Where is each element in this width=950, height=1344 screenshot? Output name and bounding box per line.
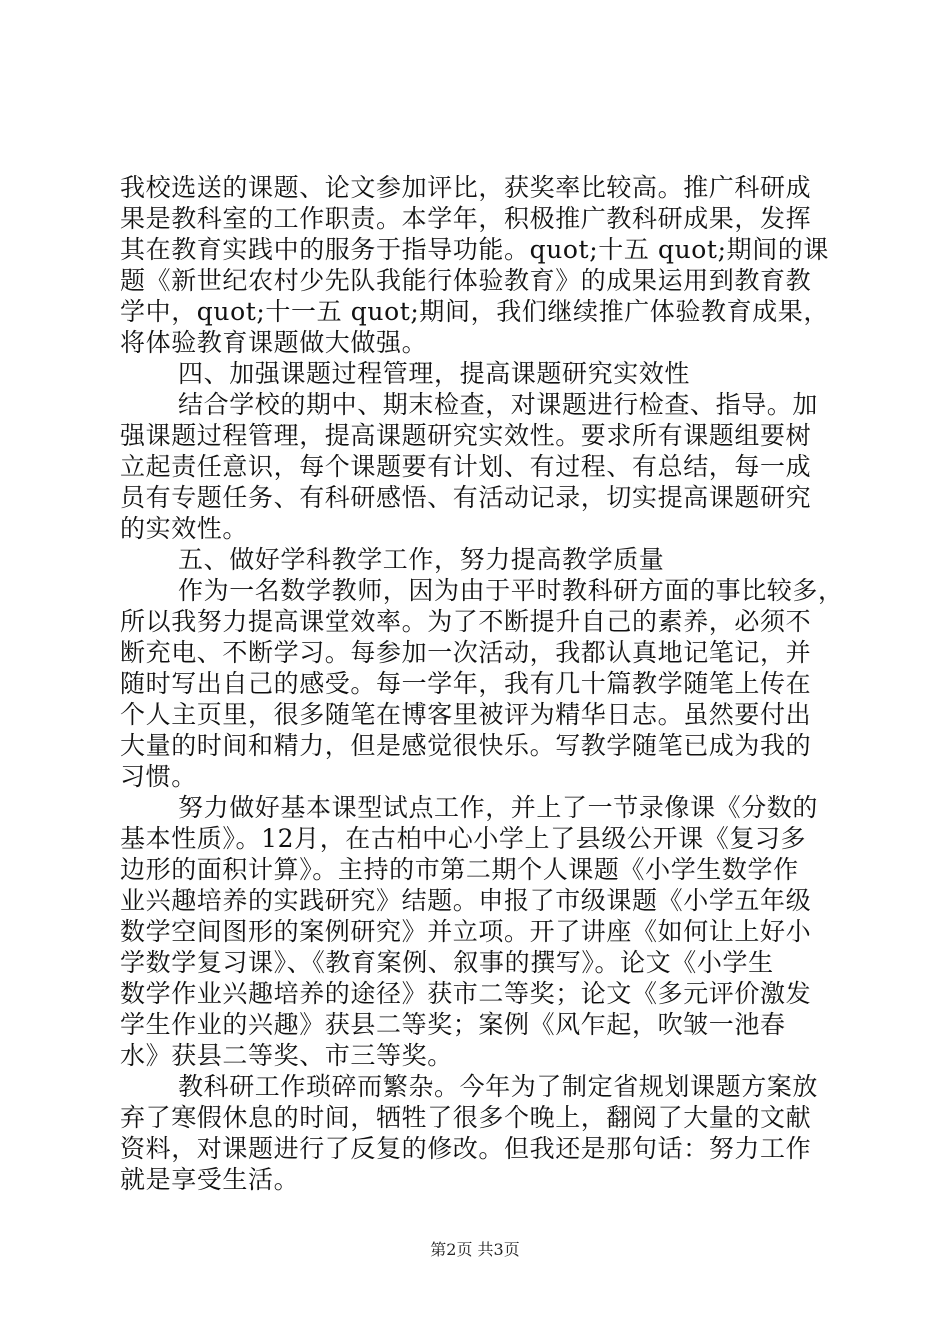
text-line: 边形的面积计算》。主持的市第二期个人课题《小学生数学作 xyxy=(120,855,799,884)
text-line: 其在教育实践中的服务于指导功能。quot;十五 quot;期间的课 xyxy=(120,235,829,264)
text-line: 随时写出自己的感受。每一学年，我有几十篇教学随笔上传在 xyxy=(120,669,812,698)
text-line: 题《新世纪农村少先队我能行体验教育》的成果运用到教育教 xyxy=(120,266,812,295)
text-line: 个人主页里，很多随笔在博客里被评为精华日志。虽然要付出 xyxy=(120,700,812,729)
page-footer: 第2页 共3页 xyxy=(430,1240,520,1259)
text-line: 员有专题任务、有科研感悟、有活动记录，切实提高课题研究 xyxy=(120,483,812,512)
text-line: 资料，对课题进行了反复的修改。但我还是那句话：努力工作 xyxy=(120,1134,812,1163)
document-body xyxy=(120,172,844,1195)
text-line: 果是教科室的工作职责。本学年，积极推广教科研成果，发挥 xyxy=(120,204,812,233)
text-line: 数学空间图形的案例研究》并立项。开了讲座《如何让上好小 xyxy=(120,917,812,946)
text-line: 教科研工作琐碎而繁杂。今年为了制定省规划课题方案放 xyxy=(178,1072,819,1101)
text-line: 大量的时间和精力，但是感觉很快乐。写教学随笔已成为我的 xyxy=(120,731,812,760)
text-line: 习惯。 xyxy=(120,762,197,791)
text-line: 数学作业兴趣培养的途径》获市二等奖；论文《多元评价激发 xyxy=(120,979,812,1008)
text-line: 强课题过程管理，提高课题研究实效性。要求所有课题组要树 xyxy=(120,421,812,450)
text-line: 将体验教育课题做大做强。 xyxy=(120,328,428,357)
text-line: 水》获县二等奖、市三等奖。 xyxy=(120,1041,453,1070)
text-line: 四、加强课题过程管理，提高课题研究实效性 xyxy=(178,359,691,388)
text-line: 立起责任意识，每个课题要有计划、有过程、有总结，每一成 xyxy=(120,452,812,481)
text-line: 学数学复习课》、《教育案例、叙事的撰写》。论文《小学生 xyxy=(120,948,774,977)
text-line: 就是享受生活。 xyxy=(120,1165,300,1194)
text-line: 五、做好学科教学工作，努力提高教学质量 xyxy=(178,545,665,574)
text-line: 弃了寒假休息的时间，牺牲了很多个晚上，翻阅了大量的文献 xyxy=(120,1103,812,1132)
text-line: 我校选送的课题、论文参加评比，获奖率比较高。推广科研成 xyxy=(120,173,812,202)
text-line: 结合学校的期中、期末检查，对课题进行检查、指导。加 xyxy=(178,390,819,419)
text-line: 的实效性。 xyxy=(120,514,249,543)
text-line: 业兴趣培养的实践研究》结题。申报了市级课题《小学五年级 xyxy=(120,886,812,915)
text-line: 基本性质》。12月，在古柏中心小学上了县级公开课《复习多 xyxy=(120,824,807,853)
text-line: 断充电、不断学习。每参加一次活动，我都认真地记笔记，并 xyxy=(120,638,812,667)
text-line: 所以我努力提高课堂效率。为了不断提升自己的素养，必须不 xyxy=(120,607,812,636)
text-line: 作为一名数学教师，因为由于平时教科研方面的事比较多， xyxy=(178,576,844,605)
text-line: 学生作业的兴趣》获县二等奖；案例《风乍起，吹皱一池春 xyxy=(120,1010,786,1039)
text-line: 学中，quot;十一五 quot;期间，我们继续推广体验教育成果， xyxy=(120,297,829,326)
text-line: 努力做好基本课型试点工作，并上了一节录像课《分数的 xyxy=(178,793,819,822)
